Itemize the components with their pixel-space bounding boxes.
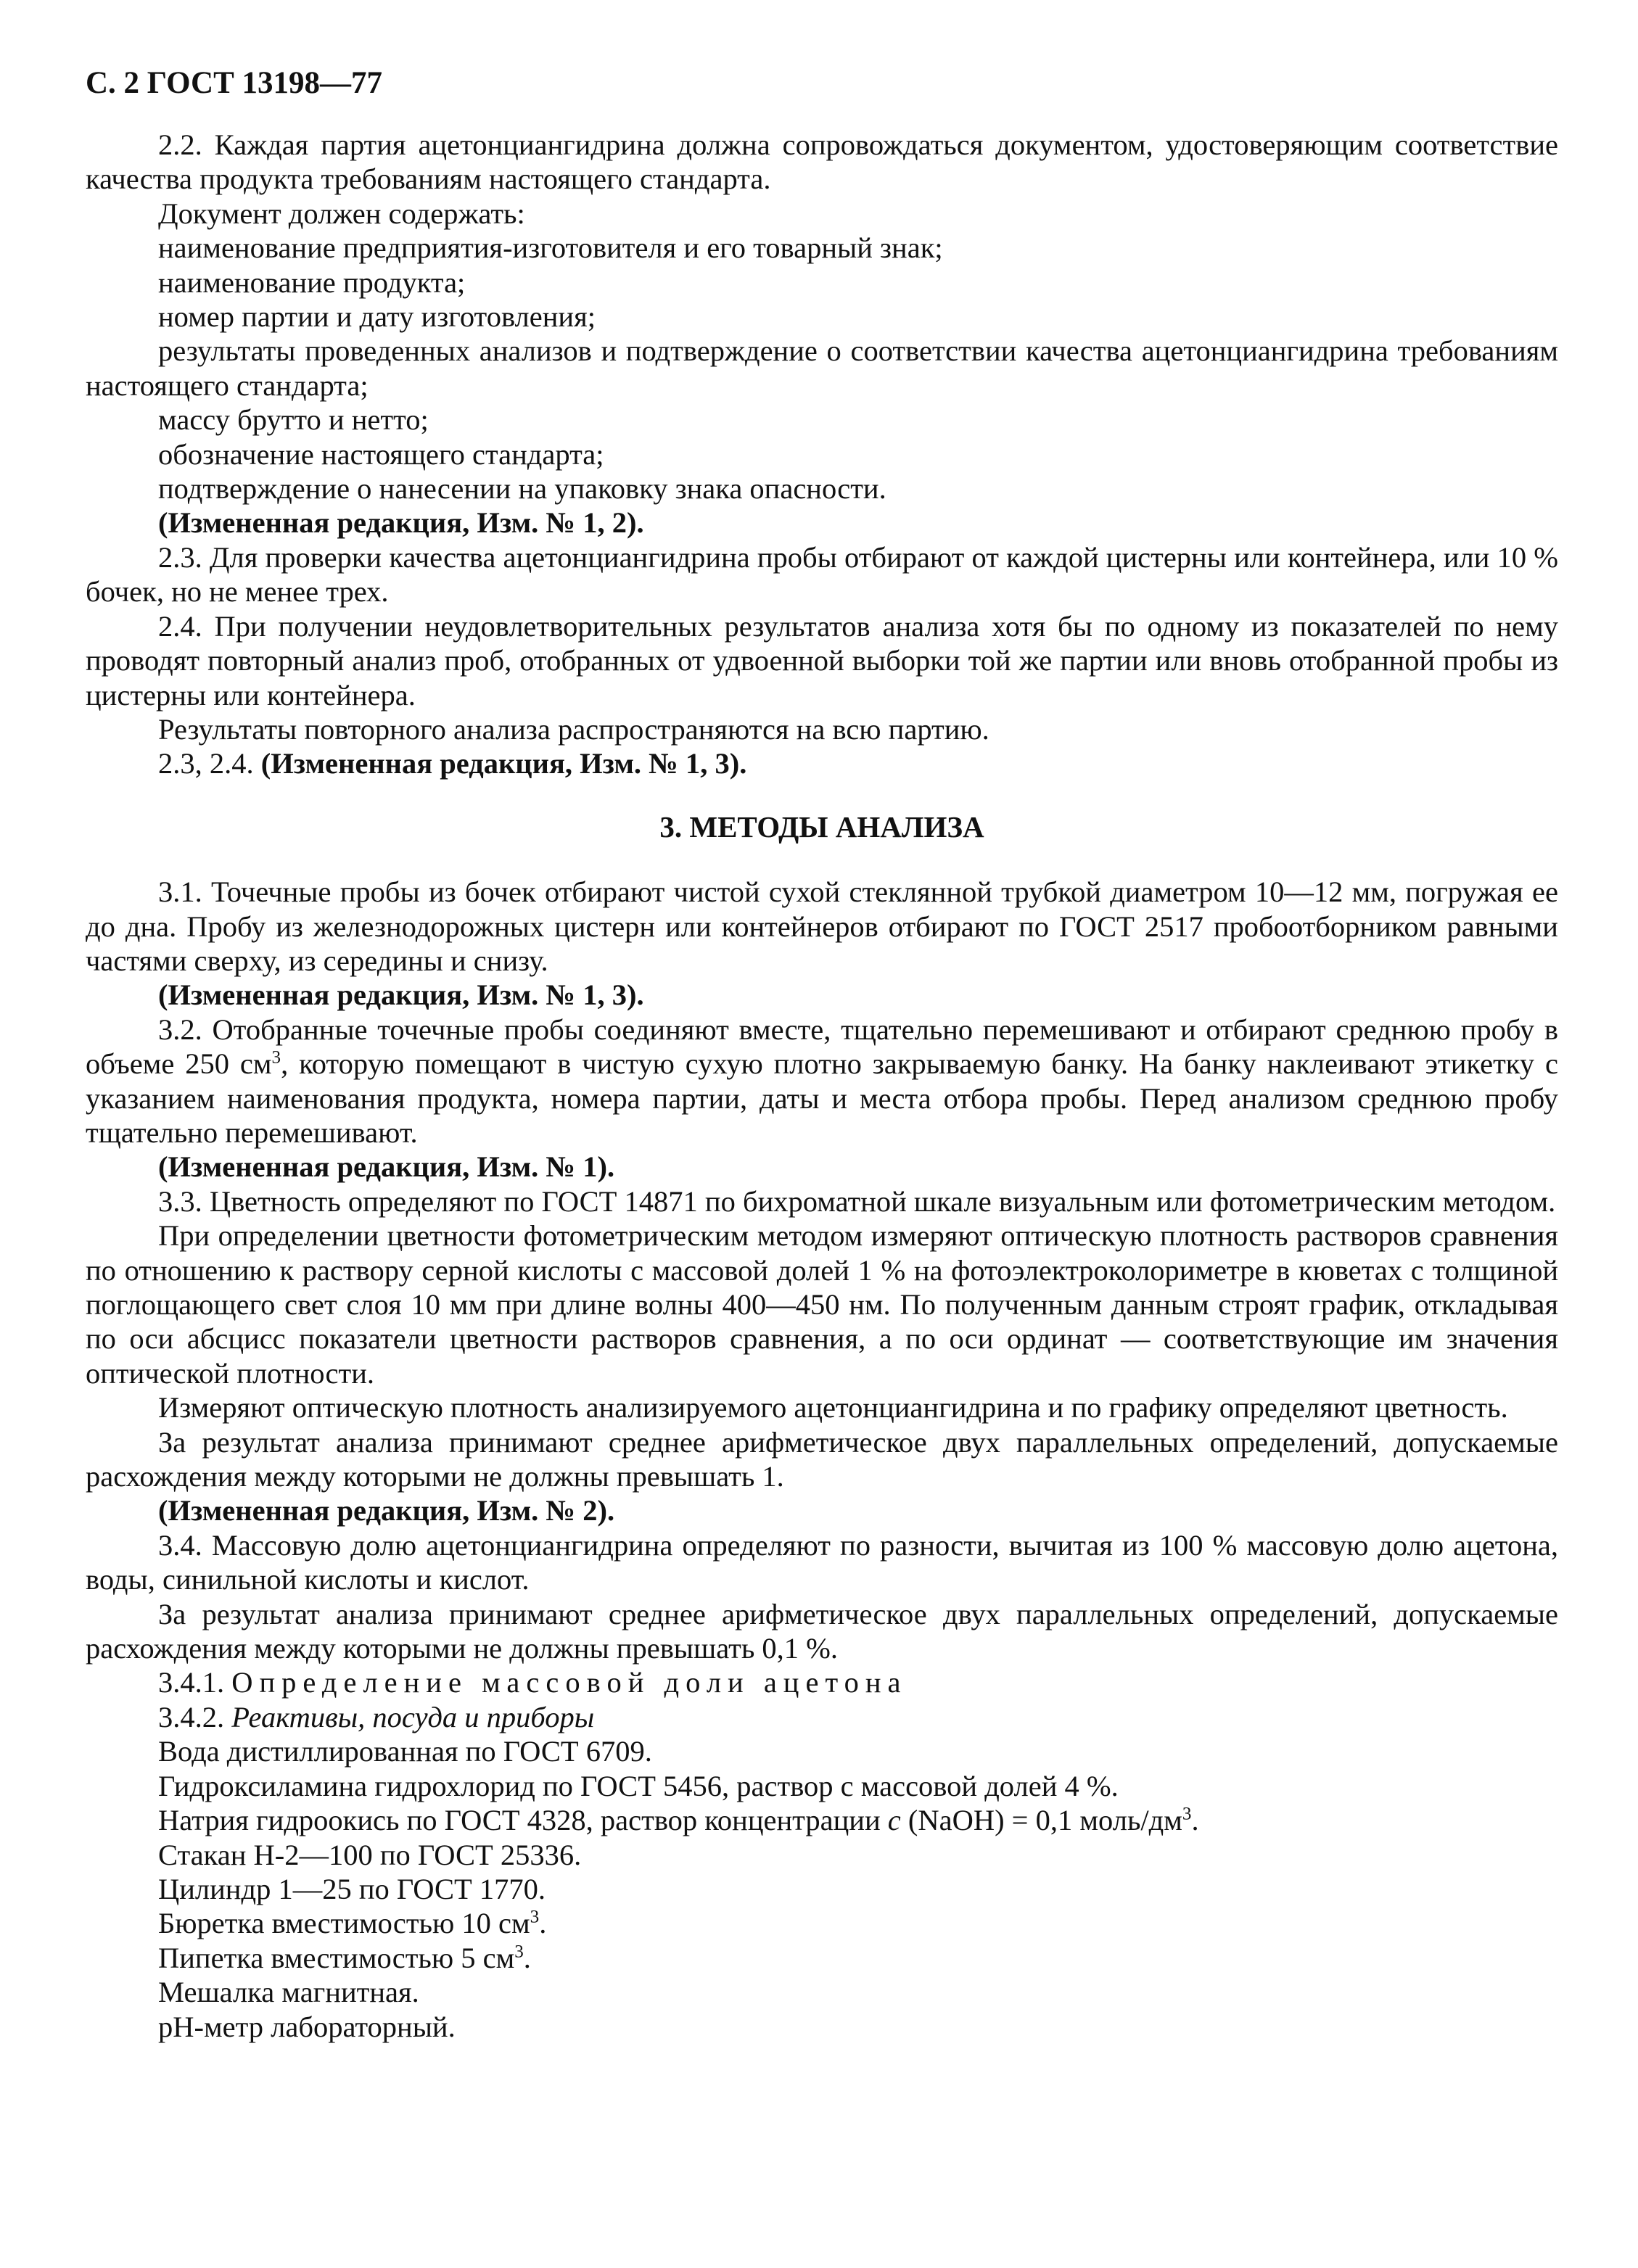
photometric-method-text: При определении цветности фотометрическим методом измеряют оптическую плотность растворов сравнения по отношению к раствору серной кислоты с массовой долей 1 % на фотоэлектроколориметре в кюветах с толщиной поглощающего свет слоя 10 мм при длине волны 400—450 нм. По полученным данным строят график, откладывая по оси абсцисс показатели цветности растворов сравнения, а по оси ординат — соответствующие им значения оптической плотности. (86, 1219, 1558, 1390)
equipment-item (86, 1941, 1558, 1975)
superscript: 3 (271, 1047, 281, 1068)
equipment-item: Мешалка магнитная. (158, 1976, 419, 2009)
reagent-item (86, 1803, 1558, 1837)
section-3-heading: 3. МЕТОДЫ АНАЛИЗА (659, 809, 984, 844)
reagent-text: (NaOH) = 0,1 моль/дм (900, 1804, 1182, 1837)
clause-3-2-text-a: 3.2. Отобранные точечные пробы соединяют вместе, тщательно перемешивают и отбирают среднюю пробу в объеме 250 см (86, 1013, 1558, 1081)
concentration-symbol: c (887, 1804, 901, 1837)
document-page (86, 65, 1558, 2044)
page-header: С. 2 ГОСТ 13198—77 (86, 66, 383, 100)
clause-3-4-2 (86, 1700, 1558, 1734)
clause-3-4-1 (86, 1665, 1558, 1699)
clause-3-4-2-title: Реактивы, посуда и приборы (231, 1700, 595, 1733)
result-text: За результат анализа принимают среднее арифметическое двух параллельных определений, допускаемые расхождения между которыми не должны превышать 1. (86, 1425, 1558, 1493)
clause-3-2 (86, 1013, 1558, 1150)
reagent-item: Гидроксиламина гидрохлорид по ГОСТ 5456, раствор с массовой долей 4 %. (158, 1769, 1119, 1802)
retest-result-text: Результаты повторного анализа распространяются на всю партию. (158, 712, 989, 746)
equipment-text: Бюретка вместимостью 10 см (158, 1907, 530, 1940)
equipment-item: pH-метр лабораторный. (158, 2010, 456, 2043)
measurement-text: Измеряют оптическую плотность анализируемого ацетонциангидрина и по графику определяют цветность. (158, 1391, 1508, 1424)
equipment-item: Стакан Н-2—100 по ГОСТ 25336. (158, 1838, 582, 1871)
equipment-text-end: . (523, 1941, 531, 1974)
result-text: За результат анализа принимают среднее арифметическое двух параллельных определений, допускаемые расхождения между которыми не должны превышать 0,1 %. (86, 1597, 1558, 1665)
amendment-note-text: (Измененная редакция, Изм. № 1, 3). (260, 747, 747, 780)
superscript: 3 (1182, 1804, 1192, 1824)
equipment-item (86, 1906, 1558, 1940)
equipment-text-end: . (539, 1907, 547, 1940)
clause-2-4: 2.4. При получении неудовлетворительных результатов анализа хотя бы по одному из показателей по нему проводят повторный анализ проб, отобранных от удвоенной выборки той же партии или вновь отобранной пробы из цистерны или контейнера. (86, 609, 1558, 712)
document-contents-intro: Документ должен содержать: (158, 197, 525, 230)
clause-3-3: 3.3. Цветность определяют по ГОСТ 14871 по бихроматной шкале визуальным или фотометрическим методом. (158, 1184, 1556, 1218)
reagent-text-end: . (1191, 1804, 1199, 1837)
clause-2-2: 2.2. Каждая партия ацетонциангидрина должна сопровождаться документом, удостоверяющим соответствие качества продукта требованиям настоящего стандарта. (86, 128, 1558, 196)
amendment-note-ref: 2.3, 2.4. (158, 747, 254, 780)
clause-3-4-1-title: Определение массовой доли ацетона (231, 1666, 908, 1699)
list-item: результаты проведенных анализов и подтверждение о соответствии качества ацетонциангидрина требованиям настоящего стандарта; (86, 334, 1558, 402)
clause-3-1: 3.1. Точечные пробы из бочек отбирают чистой сухой стеклянной трубкой диаметром 10—12 мм, погружая ее до дна. Пробу из железнодорожных цистерн или контейнеров отбирают по ГОСТ 2517 пробоотборником равными частями сверху, из середины и снизу. (86, 875, 1558, 977)
amendment-note: (Измененная редакция, Изм. № 1, 3). (158, 978, 644, 1012)
reagent-item: Вода дистиллированная по ГОСТ 6709. (158, 1735, 652, 1768)
list-item: номер партии и дату изготовления; (158, 300, 596, 334)
list-item: обозначение настоящего стандарта; (158, 437, 604, 471)
superscript: 3 (530, 1907, 540, 1927)
amendment-note: (Измененная редакция, Изм. № 2). (158, 1494, 615, 1527)
clause-3-2-text-b: , которую помещают в чистую сухую плотно закрываемую банку. На банку наклеивают этикетку с указанием наименования продукта, номера партии, даты и места отбора пробы. Перед анализом среднюю пробу тщательно перемешивают. (86, 1047, 1558, 1149)
list-item: наименование продукта; (158, 265, 466, 299)
amendment-note: (Измененная редакция, Изм. № 1). (158, 1150, 615, 1184)
clause-3-4: 3.4. Массовую долю ацетонциангидрина определяют по разности, вычитая из 100 % массовую долю ацетона, воды, синильной кислоты и кислот. (86, 1528, 1558, 1596)
superscript: 3 (514, 1942, 524, 1962)
clause-number: 3.4.1. (158, 1666, 225, 1699)
clause-number: 3.4.2. (158, 1700, 225, 1733)
list-item: массу брутто и нетто; (158, 403, 429, 437)
amendment-note (86, 746, 1558, 780)
list-item: наименование предприятия-изготовителя и его товарный знак; (158, 231, 943, 265)
equipment-item: Цилиндр 1—25 по ГОСТ 1770. (158, 1872, 546, 1905)
list-item: подтверждение о нанесении на упаковку знака опасности. (158, 472, 886, 506)
reagent-text: Натрия гидроокись по ГОСТ 4328, раствор концентрации (158, 1804, 888, 1837)
clause-2-3: 2.3. Для проверки качества ацетонциангидрина пробы отбирают от каждой цистерны или контейнера, или 10 % бочек, но не менее трех. (86, 540, 1558, 609)
equipment-text: Пипетка вместимостью 5 см (158, 1941, 515, 1974)
amendment-note: (Измененная редакция, Изм. № 1, 2). (158, 506, 644, 540)
